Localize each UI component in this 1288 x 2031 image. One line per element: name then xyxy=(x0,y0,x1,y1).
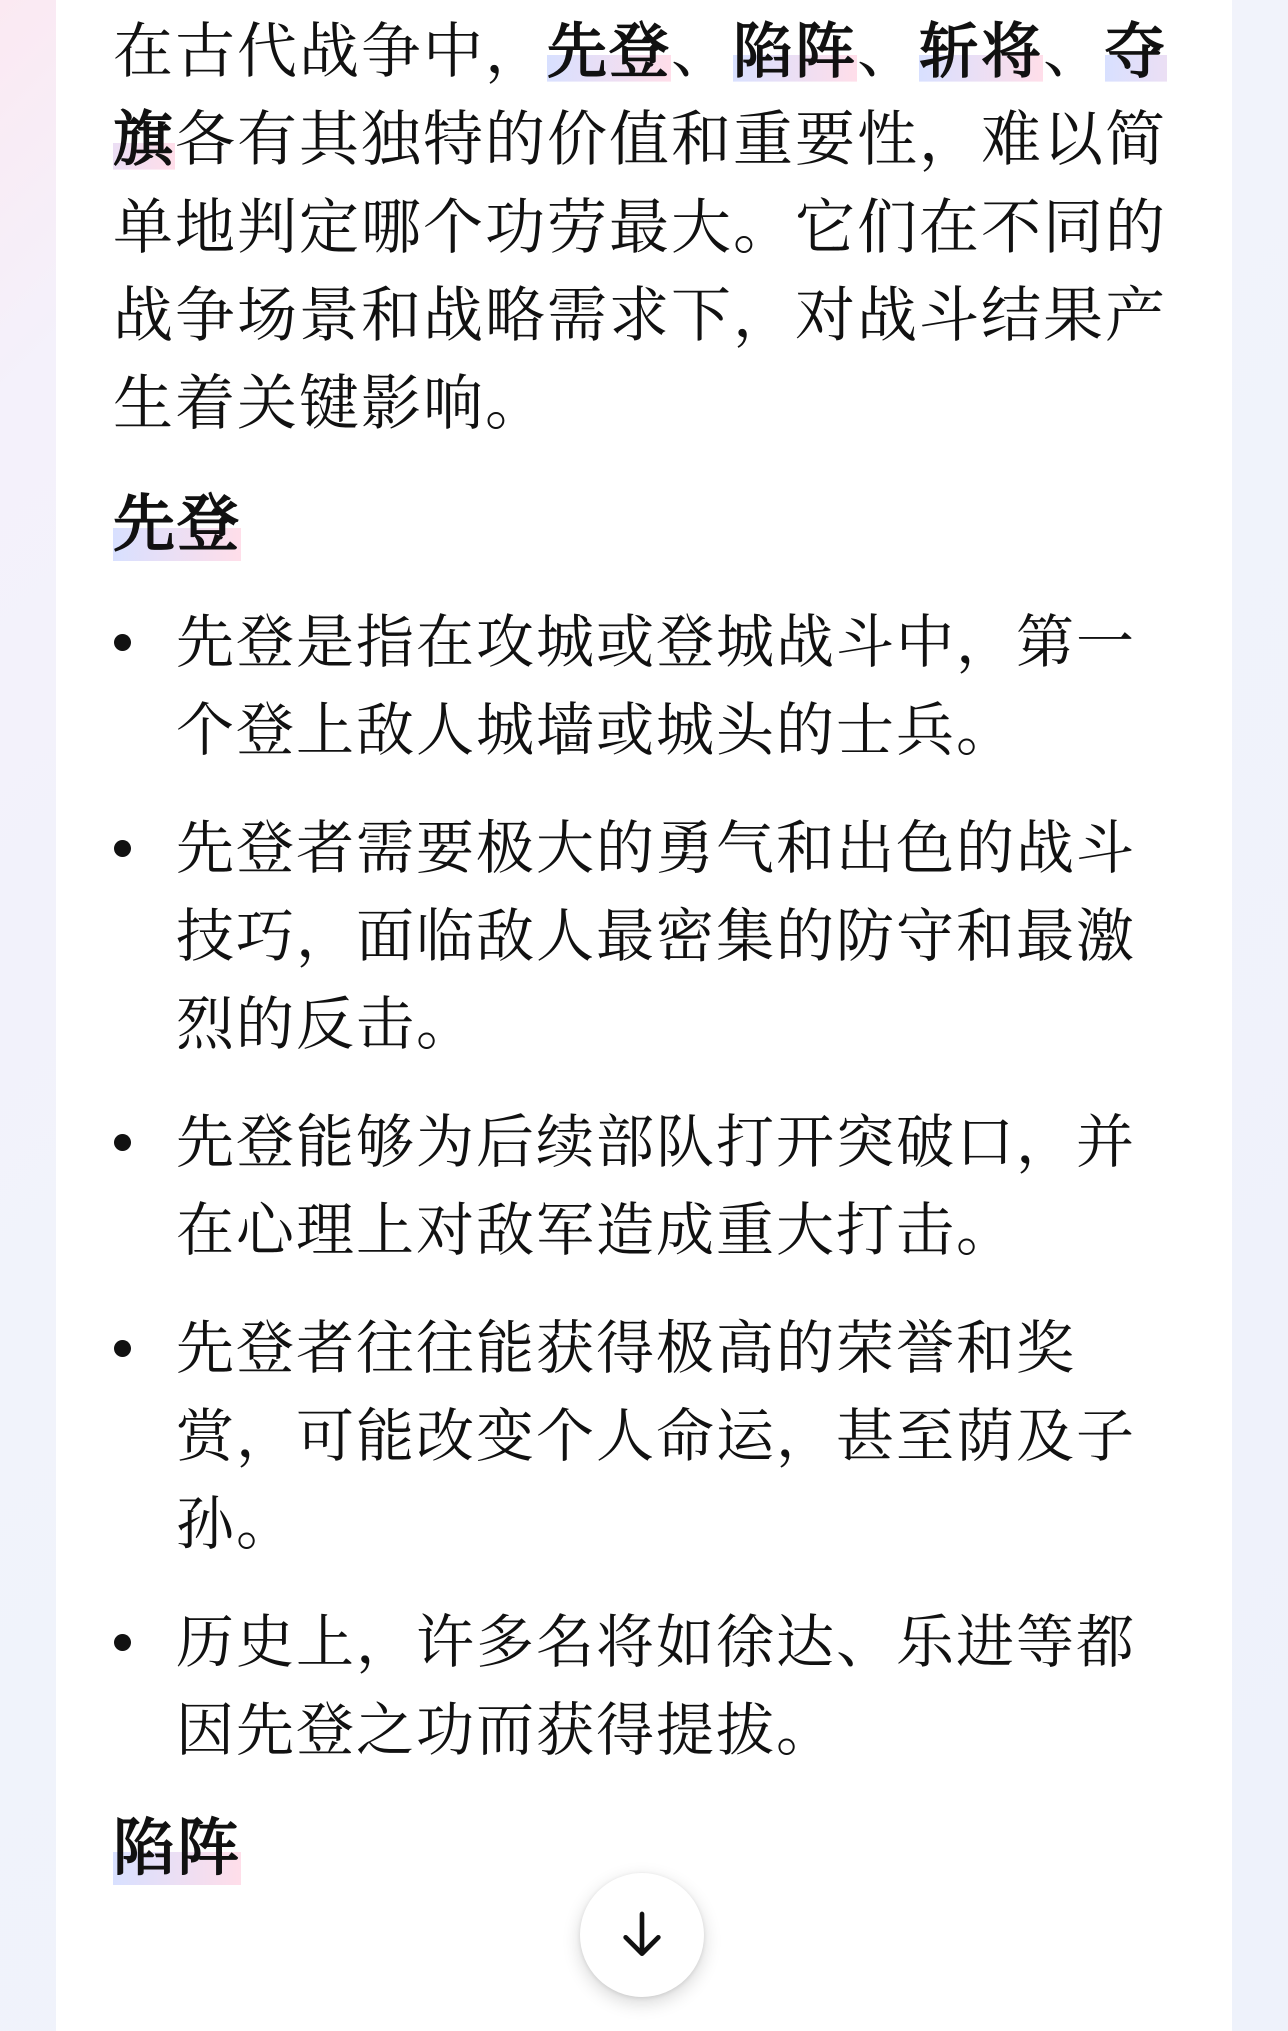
list-item-text: 先登者往往能获得极高的荣誉和奖赏，可能改变个人命运，甚至荫及子孙。 xyxy=(176,1314,1137,1558)
response-content xyxy=(113,0,1193,1892)
list-item-text: 先登能够为后续部队打开突破口，并在心理上对敌军造成重大打击。 xyxy=(176,1108,1137,1264)
list-item xyxy=(113,1098,1193,1274)
term-xianzhen: 陷阵 xyxy=(733,17,857,87)
scroll-to-bottom-button[interactable] xyxy=(580,1873,704,1997)
intro-separator: 、 xyxy=(857,17,919,87)
bullet-dot-icon xyxy=(114,1634,131,1651)
arrow-down-icon xyxy=(614,1907,670,1963)
term-zhanjiang: 斩将 xyxy=(919,17,1043,87)
term-duoqi: 夺旗 xyxy=(113,17,1167,175)
section-heading-xiandeng: 先登 xyxy=(113,480,241,568)
list-item xyxy=(113,1304,1193,1568)
intro-separator: 、 xyxy=(671,17,733,87)
list-item xyxy=(113,804,1193,1068)
intro-paragraph xyxy=(113,0,1193,448)
bullet-dot-icon xyxy=(114,634,131,651)
bullet-list-xiandeng xyxy=(113,598,1193,1774)
list-item-text: 先登者需要极大的勇气和出色的战斗技巧，面临敌人最密集的防守和最激烈的反击。 xyxy=(176,814,1137,1058)
term-xiandeng: 先登 xyxy=(547,17,671,87)
chat-response-panel xyxy=(56,0,1232,2031)
section-heading-xianzhen: 陷阵 xyxy=(113,1804,241,1892)
intro-text: 在古代战争中， xyxy=(113,17,547,87)
list-item xyxy=(113,1598,1193,1774)
intro-separator: 、 xyxy=(1043,17,1105,87)
list-item-text: 先登是指在攻城或登城战斗中，第一个登上敌人城墙或城头的士兵。 xyxy=(176,608,1137,764)
bullet-dot-icon xyxy=(114,1340,131,1357)
intro-text: 各有其独特的价值和重要性，难以简单地判定哪个功劳最大。它们在不同的战争场景和战略需求下，对战斗结果产生着关键影响。 xyxy=(113,105,1167,439)
bullet-dot-icon xyxy=(114,840,131,857)
list-item-text: 历史上，许多名将如徐达、乐进等都因先登之功而获得提拔。 xyxy=(176,1608,1137,1764)
bullet-dot-icon xyxy=(114,1134,131,1151)
list-item xyxy=(113,598,1193,774)
